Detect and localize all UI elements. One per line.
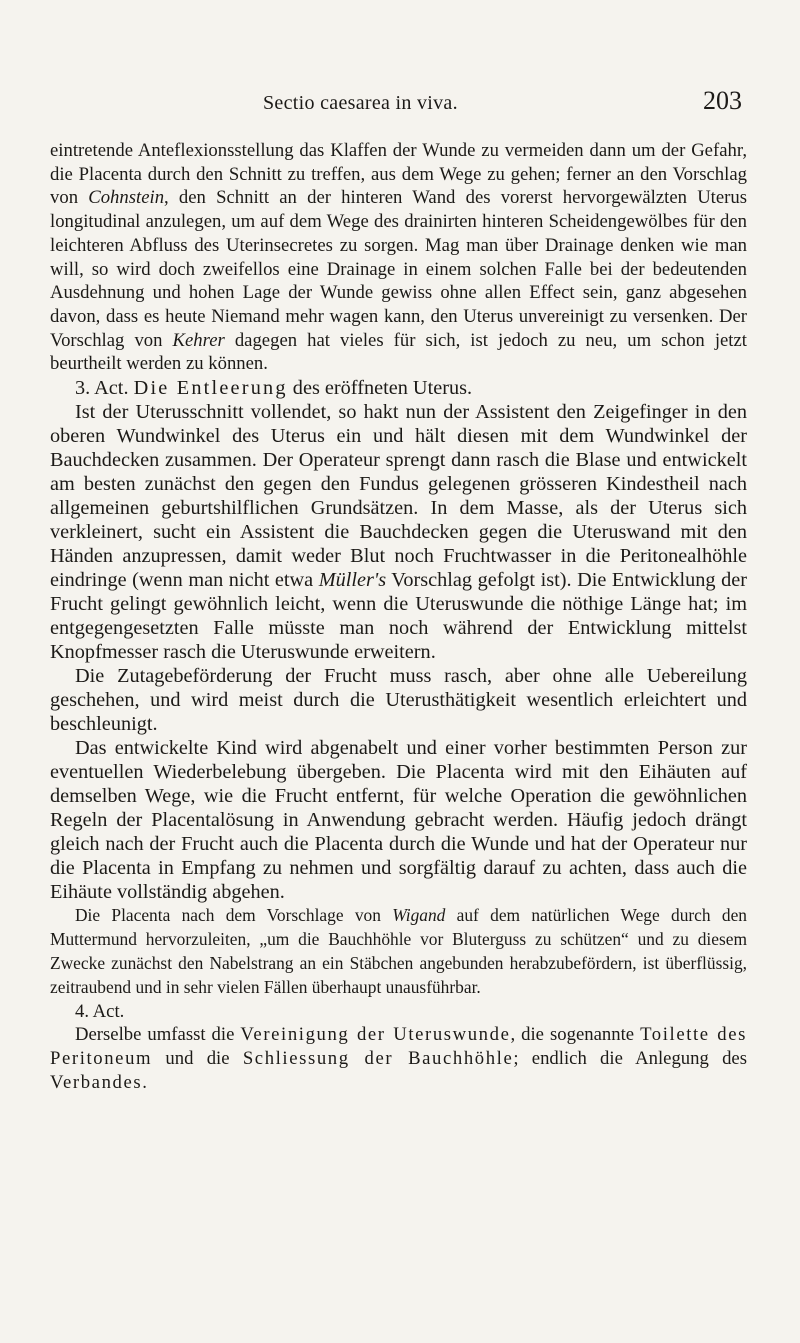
act-4-heading: 4. Act.	[75, 1000, 125, 1022]
section-wigand-note	[50, 904, 747, 1000]
running-head: Sectio caesarea in viva.	[263, 92, 458, 114]
section-act-3	[50, 376, 747, 904]
section-conclusion	[50, 139, 747, 376]
paragraph-closure: Derselbe umfasst die Vereinigung der Uteruswunde, die sogenannte Toilette des Peritoneum und die Schliessung der Bauchhöhle; endlich die Anlegung des Verbandes.	[50, 1024, 748, 1093]
body-text	[50, 139, 747, 1094]
author-kehrer: Kehrer	[172, 329, 225, 351]
paragraph-placenta: Das entwickelte Kind wird abgenabelt und einer vorher bestimmten Person zur eventuellen Wiederbelebung übergeben. Die Placenta wird mit den Eihäuten auf demselben Wege, wie die Frucht entfernt, für welche Operation die gewöhnlichen Regeln der Placentalösung in Anwendung gebracht werden. Häufig jedoch drängt gleich nach der Frucht auch die Placenta durch die Wunde und hat der Operateur nur die Placenta in Empfang zu nehmen und sorgfältig darauf zu achten, dass auch die Eihäute vollständig abgehen.	[50, 737, 747, 904]
paragraph-incision-proposals: eintretende Anteflexionsstellung das Klaffen der Wunde zu vermeiden dann um der Gefahr, die Placenta durch den Schnitt zu treffen, aus dem Wege zu gehen; ferner an den Vorschlag von Cohnstein, den Schnitt an der hinteren Wand des vorerst hervorgewälzten Uterus longitudinal anzulegen, um auf dem Wege des drainirten hinteren Scheidengewölbes für den leichteren Abfluss des Uterinsecretes zu sorgen. Mag man über Drainage denken wie man will, so wird doch zweifellos eine Drainage in einem solchen Falle bei der bedeutenden Ausdehnung und hohen Lage der Wunde gewiss ohne allen Effect sein, ganz abgesehen davon, dass es heute Niemand mehr wagen kann, den Uterus unvereinigt zu versenken. Der Vorschlag von Kehrer dagegen hat vieles für sich, ist jedoch zu neu, um schon jetzt beurtheilt werden zu können.	[50, 140, 748, 375]
paragraph-delivery: Die Zutagebeförderung der Frucht muss rasch, aber ohne alle Uebereilung geschehen, und wird meist durch die Uterusthätigkeit wesentlich erleichtert und beschleunigt.	[50, 665, 747, 736]
author-cohnstein: Cohnstein	[88, 187, 165, 209]
paragraph-wigand: Die Placenta nach dem Vorschlage von Wigand auf dem natürlichen Wege durch den Muttermund hervorzuleiten, „um die Bauchhöhle vor Bluterguss zu schützen“ und zu diesem Zwecke zunächst den Nabelstrang an ein Stäbchen angebunden herabzubefördern, ist überflüssig, zeitraubend und in sehr vielen Fällen überhaupt unausführbar.	[50, 905, 747, 997]
author-wigand: Wigand	[392, 905, 446, 926]
section-act-4	[50, 1000, 747, 1095]
page-number: 203	[703, 86, 742, 115]
act-3-heading: 3. Act. Die Entleerung des eröffneten Uterus.	[75, 377, 473, 400]
author-mueller: Müller's	[318, 569, 387, 592]
paragraph-extraction: Ist der Uterusschnitt vollendet, so hakt nun der Assistent den Zeigefinger in den oberen Wundwinkel des Uterus ein und hält diesen mit dem Wundwinkel der Bauchdecken zusammen. Der Operateur sprengt dann rasch die Blase und entwickelt am besten zunächst den gegen den Fundus gelegenen grösseren Kindestheil nach allgemeinen geburtshilflichen Grundsätzen. In dem Masse, als der Uterus sich verkleinert, sucht ein Assistent die Bauchdecken gegen die Uteruswand mit den Händen anzupressen, damit weder Blut noch Fruchtwasser in die Peritonealhöhle eindringe (wenn man nicht etwa Müller's Vorschlag gefolgt ist). Die Entwicklung der Frucht gelingt gewöhnlich leicht, wenn die Uteruswunde die nöthige Länge hat; im entgegengesetzten Falle müsste man noch während der Entwicklung mittelst Knopfmesser rasch die Uteruswunde erweitern.	[50, 401, 747, 664]
page-header	[0, 86, 800, 120]
